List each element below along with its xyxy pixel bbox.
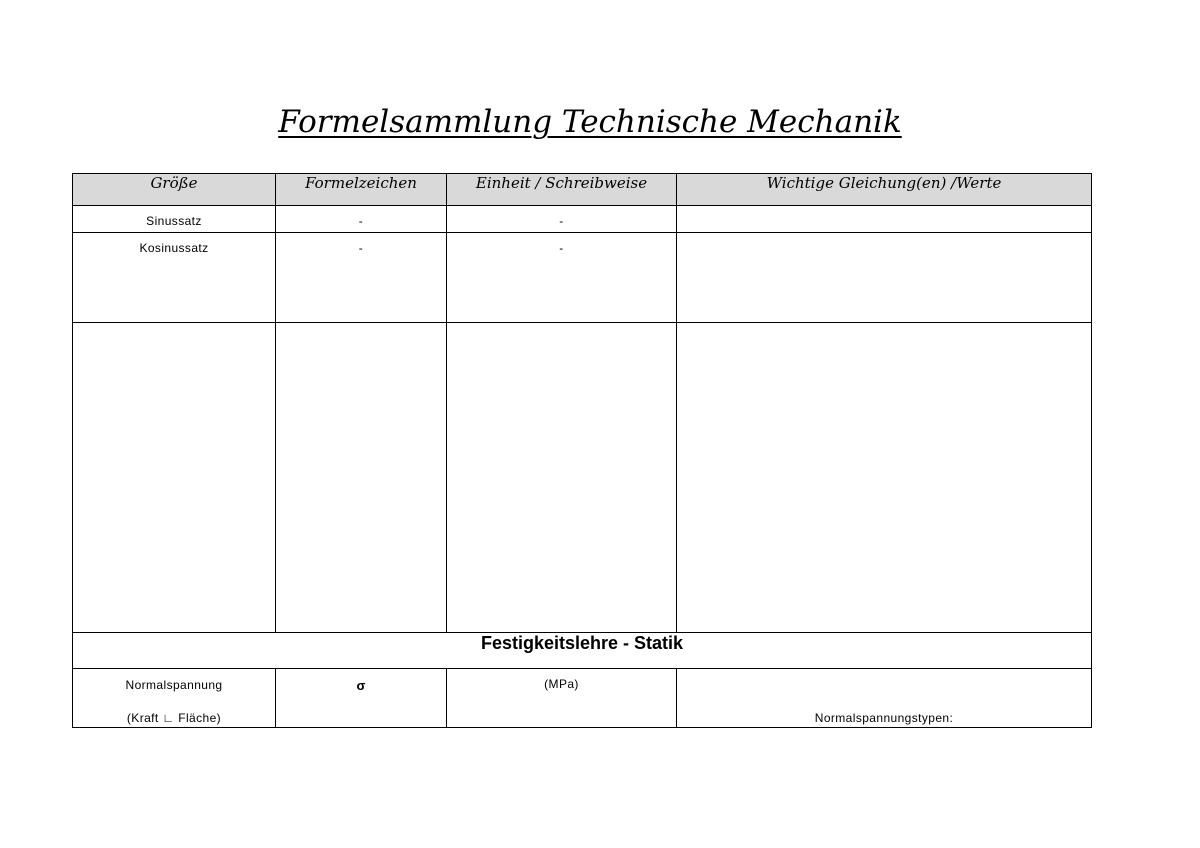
cell-einheit bbox=[447, 206, 677, 233]
cell-text-secondary: (Kraft ∟ Fläche) bbox=[126, 711, 222, 725]
cell-groesse bbox=[73, 206, 276, 233]
cell-text: - bbox=[559, 214, 564, 228]
section-title: Festigkeitslehre - Statik bbox=[73, 633, 1092, 669]
cell-empty bbox=[677, 323, 1092, 633]
table-row-empty bbox=[73, 323, 1092, 633]
cell-groesse bbox=[73, 669, 276, 728]
cell-formelzeichen bbox=[276, 206, 447, 233]
header-groesse: Größe bbox=[73, 174, 276, 206]
cell-gleichung bbox=[677, 206, 1092, 233]
cell-empty bbox=[276, 323, 447, 633]
cell-text: Kosinussatz bbox=[139, 241, 209, 255]
table-row bbox=[73, 206, 1092, 233]
cell-text: Sinussatz bbox=[146, 214, 202, 228]
formula-table bbox=[72, 173, 1092, 728]
cell-text: - bbox=[358, 241, 364, 255]
cell-gleichung bbox=[677, 669, 1092, 728]
cell-formelzeichen bbox=[276, 233, 447, 323]
cell-text: Normalspannung bbox=[125, 678, 223, 692]
cell-text bbox=[677, 233, 1091, 241]
header-gleichung: Wichtige Gleichung(en) /Werte bbox=[677, 174, 1092, 206]
cell-formelzeichen bbox=[276, 669, 447, 728]
cell-text: - bbox=[559, 241, 564, 255]
header-einheit: Einheit / Schreibweise bbox=[447, 174, 677, 206]
table-row bbox=[73, 669, 1092, 728]
table-row bbox=[73, 233, 1092, 323]
cell-gleichung bbox=[677, 233, 1092, 323]
cell-text: - bbox=[358, 214, 364, 228]
document-title: Formelsammlung Technische Mechanik bbox=[278, 104, 902, 140]
cell-einheit bbox=[447, 669, 677, 728]
cell-empty bbox=[73, 323, 276, 633]
cell-groesse bbox=[73, 233, 276, 323]
cell-content bbox=[73, 669, 275, 727]
table-header-row bbox=[73, 174, 1092, 206]
sigma-symbol: σ bbox=[356, 678, 366, 693]
cell-einheit bbox=[447, 233, 677, 323]
header-formelzeichen: Formelzeichen bbox=[276, 174, 447, 206]
cell-text: Normalspannungstypen: bbox=[814, 711, 954, 725]
cell-empty bbox=[447, 323, 677, 633]
cell-text bbox=[677, 206, 1091, 214]
cell-content bbox=[677, 669, 1091, 727]
cell-text: (MPa) bbox=[544, 677, 579, 691]
section-row bbox=[73, 633, 1092, 669]
